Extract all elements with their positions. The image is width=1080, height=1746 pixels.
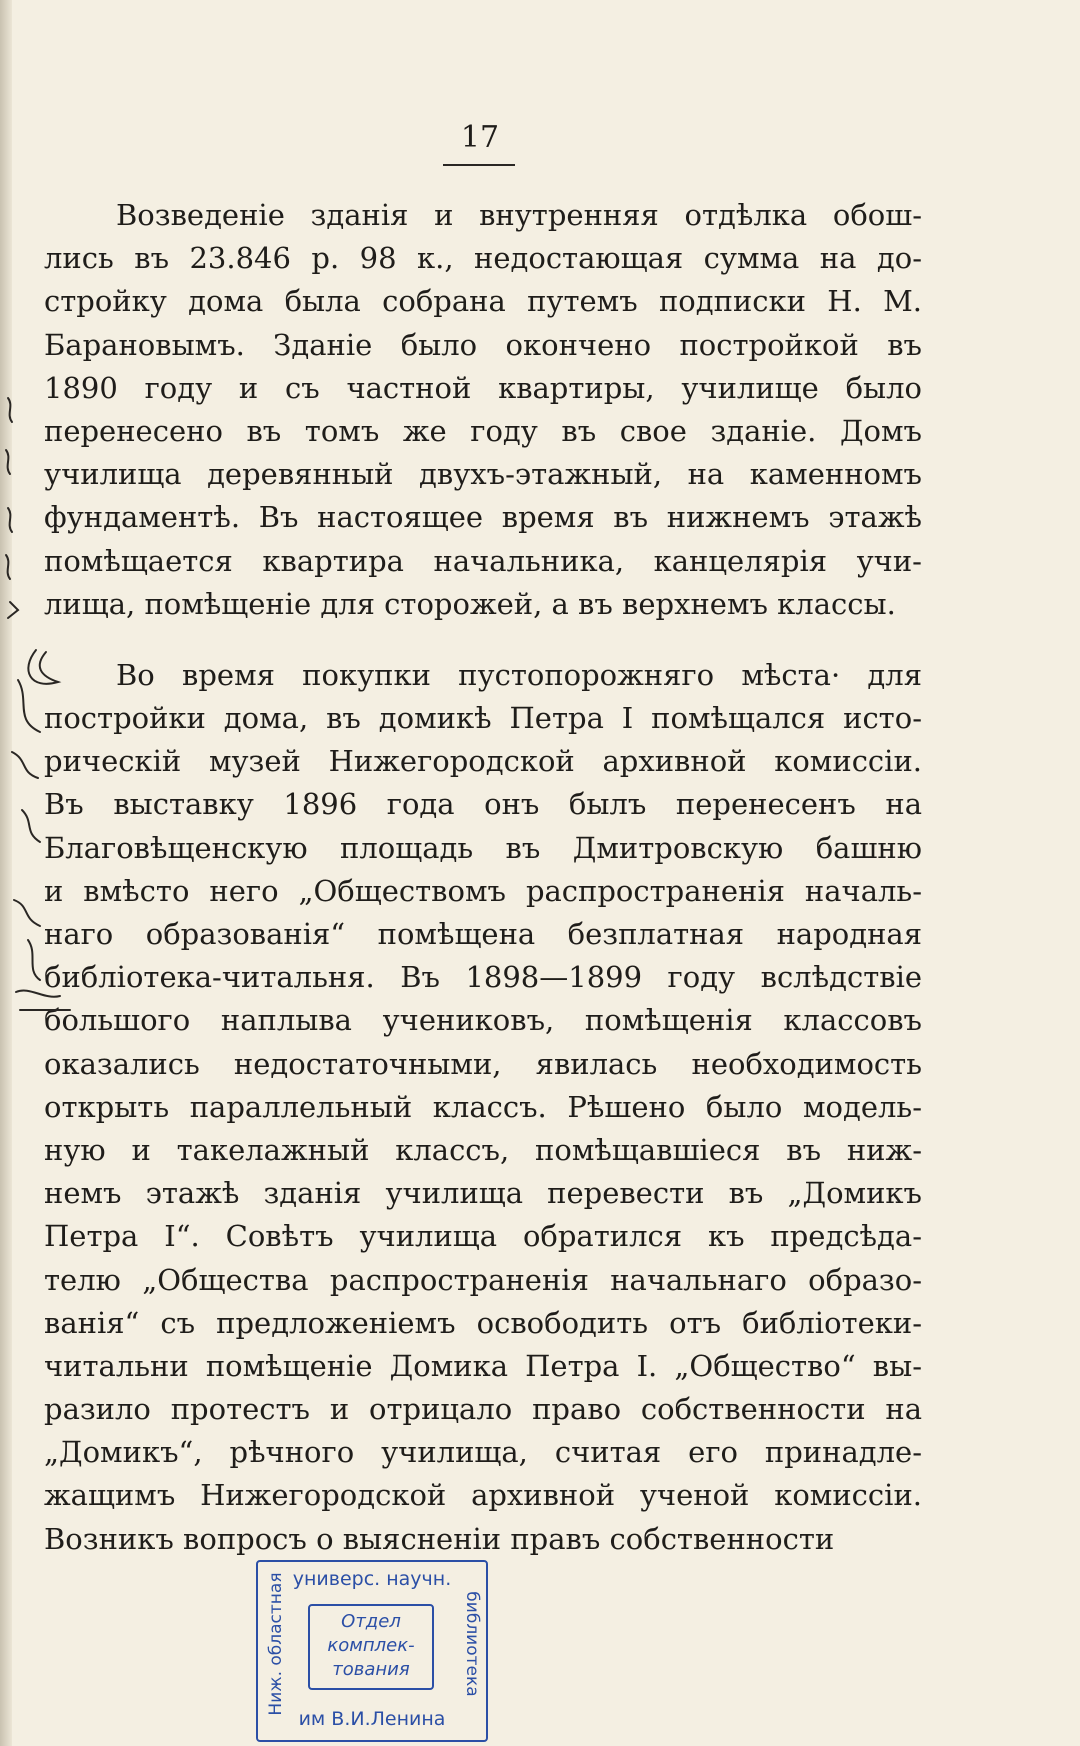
text-line: открыть параллельный классъ. Рѣшено было модель- — [44, 1089, 922, 1124]
text-line: лища, помѣщеніе для сторожей, а въ верхнемъ классы. — [44, 586, 896, 621]
text-line: жащимъ Нижегородской архивной ученой комиссіи. — [44, 1478, 922, 1513]
text-line: читальни помѣщеніе Домика Петра I. „Общество“ вы- — [44, 1348, 922, 1383]
text-line: и вмѣсто него „Обществомъ распространенія началь- — [44, 873, 922, 908]
text-line: „Домикъ“, рѣчного училища, считая его принадле- — [44, 1435, 922, 1470]
text-line: училища деревянный двухъ-этажный, на каменномъ — [44, 457, 922, 492]
paragraph-2 — [44, 654, 922, 1561]
text-line: большого наплыва учениковъ, помѣщенія классовъ — [44, 1003, 922, 1038]
text-line: рическій музей Нижегородской архивной комиссіи. — [44, 744, 922, 779]
text-line: Въ выставку 1896 года онъ былъ перенесенъ на — [44, 787, 922, 822]
stamp-inner-line: Отдел — [341, 1611, 401, 1632]
page-number: 17 — [460, 120, 500, 155]
paragraph-1 — [44, 194, 922, 626]
stamp-inner-line: комплек- — [327, 1635, 415, 1656]
body-text — [44, 194, 922, 1561]
stamp-right-text: библиотека — [462, 1591, 482, 1697]
text-line: лись въ 23.846 р. 98 к., недостающая сумма на до- — [44, 241, 922, 276]
text-line: 1890 году и съ частной квартиры, училище было — [44, 370, 922, 405]
text-line: постройки дома, въ домикѣ Петра I помѣщался исто- — [44, 701, 922, 736]
stamp-inner-line: тования — [332, 1659, 410, 1680]
stamp-top-text: универс. научн. — [292, 1568, 452, 1590]
text-line: разило протестъ и отрицало право собственности на — [44, 1392, 922, 1427]
text-line: телю „Общества распространенія начальнаго образо- — [44, 1262, 922, 1297]
text-line: оказались недостаточными, явилась необходимость — [44, 1046, 922, 1081]
text-line: фундаментѣ. Въ настоящее время въ нижнемъ этажѣ — [44, 500, 922, 535]
stamp-inner-box — [308, 1604, 434, 1690]
text-line: Барановымъ. Зданіе было окончено постройкой въ — [44, 327, 922, 362]
stamp-left-text: Ниж. областная — [266, 1572, 286, 1716]
text-line: Петра I“. Совѣтъ училища обратился къ предсѣда- — [44, 1219, 922, 1254]
text-line: библіотека-читальня. Въ 1898—1899 году вслѣдствіе — [44, 960, 922, 995]
text-line: наго образованія“ помѣщена безплатная народная — [44, 917, 922, 951]
text-line: ванія“ съ предложеніемъ освободить отъ библіотеки- — [44, 1305, 922, 1340]
text-line: Во время покупки пустопорожняго мѣста· для — [116, 657, 922, 692]
margin-pencil-marks — [0, 380, 80, 1100]
library-stamp — [256, 1560, 488, 1742]
text-line: Возникъ вопросъ о выясненіи правъ собственности — [44, 1521, 835, 1556]
text-line: стройку дома была собрана путемъ подписки Н. М. — [44, 284, 922, 319]
text-line: помѣщается квартира начальника, канцелярія учи- — [44, 543, 922, 578]
text-line: Благовѣщенскую площадь въ Дмитровскую башню — [44, 830, 922, 865]
text-line: Возведеніе зданія и внутренняя отдѣлка обош- — [116, 198, 922, 232]
page-number-rule — [443, 164, 515, 166]
text-line: немъ этажѣ зданія училища перевести въ „Домикъ — [44, 1176, 922, 1211]
stamp-bottom-text: им В.И.Ленина — [298, 1708, 446, 1730]
text-line: перенесено въ томъ же году въ свое зданіе. Домъ — [44, 413, 922, 448]
text-line: ную и такелажный классъ, помѣщавшіеся въ ниж- — [44, 1132, 922, 1167]
